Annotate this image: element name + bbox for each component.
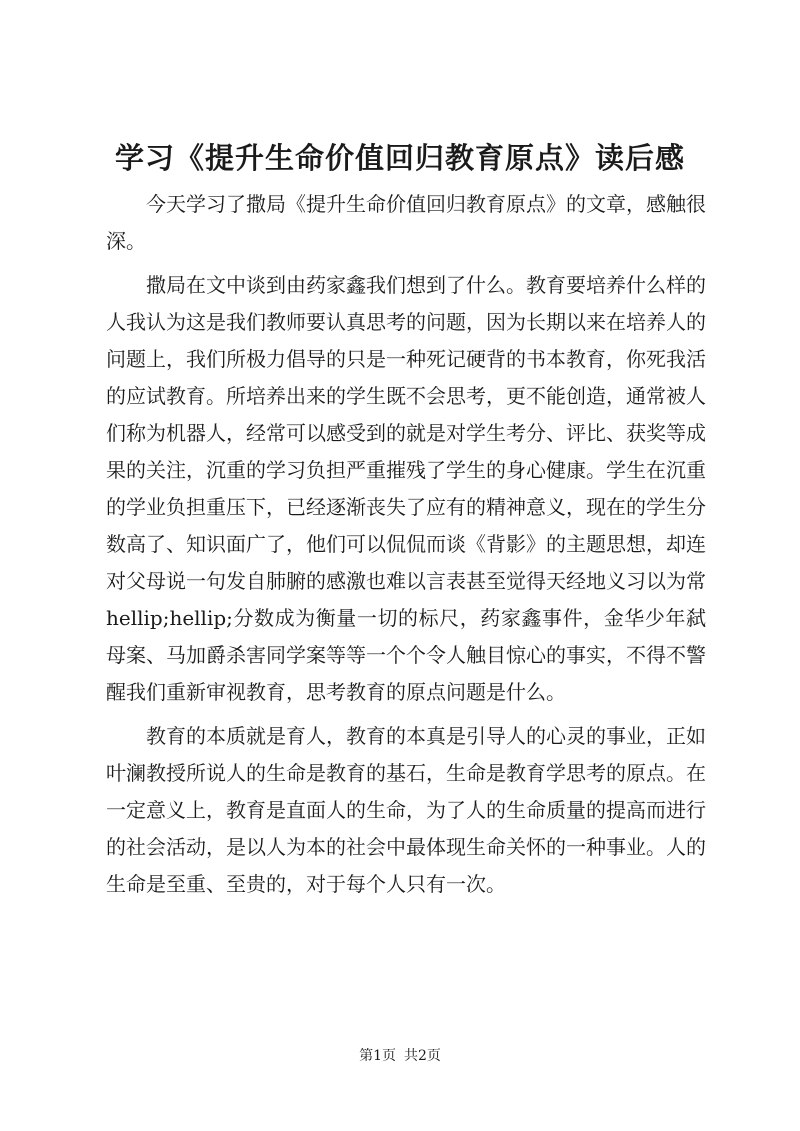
page-number-total: 共2页 [404, 1048, 441, 1064]
document-title: 学习《提升生命价值回归教育原点》读后感 [114, 141, 685, 175]
paragraph-intro: 今天学习了撒局《提升生命价值回归教育原点》的文章，感触很深。 [106, 192, 706, 253]
page-footer [0, 1046, 800, 1066]
paragraph-education-essence: 教育的本质就是育人，教育的本真是引导人的心灵的事业，正如叶澜教授所说人的生命是教育的基石，生命是教育学思考的原点。在一定意义上，教育是直面人的生命，为了人的生命质量的提高而进行的社会活动，是以人为本的社会中最体现生命关怀的一种事业。人的生命是至重、至贵的，对于每个人只有一次。 [106, 724, 706, 896]
document-body [106, 186, 706, 903]
page-number-current: 第1页 [359, 1048, 396, 1064]
paragraph-reflection: 撒局在文中谈到由药家鑫我们想到了什么。教育要培养什么样的人我认为这是我们教师要认真思考的问题，因为长期以来在培养人的问题上，我们所极力倡导的只是一种死记硬背的书本教育，你死我活的应试教育。所培养出来的学生既不会思考，更不能创造，通常被人们称为机器人，经常可以感受到的就是对学生考分、评比、获奖等成果的关注，沉重的学习负担严重摧残了学生的身心健康。学生在沉重的学业负担重压下，已经逐渐丧失了应有的精神意义，现在的学生分数高了、知识面广了，他们可以侃侃而谈《背影》的主题思想，却连对父母说一句发自肺腑的感激也难以言表甚至觉得天经地义习以为常hellip;hellip;分数成为衡量一切的标尺，药家鑫事件，金华少年弑母案、马加爵杀害同学案等等一个个令人触目惊心的事实，不得不警醒我们重新审视教育，思考教育的原点问题是什么。 [106, 273, 706, 704]
